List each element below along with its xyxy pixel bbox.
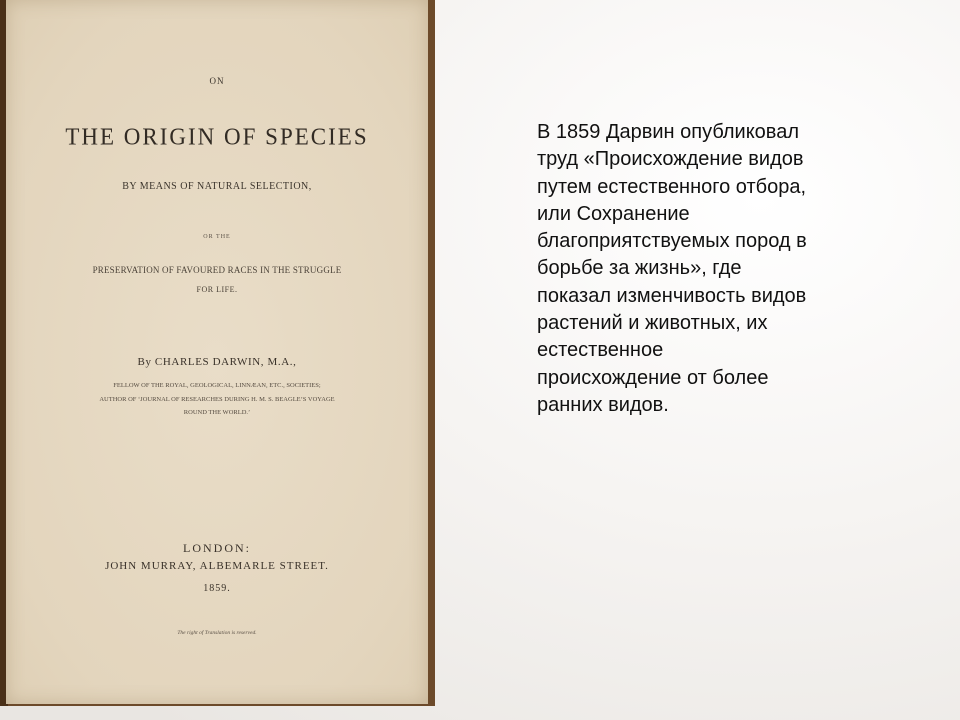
description-line: естественное [537,339,664,362]
description-line: происхождение от более [537,366,769,389]
description-line: труд «Происхождение видов [537,148,804,171]
title-page-fellow-line: FELLOW OF THE ROYAL, GEOLOGICAL, LINNÆAN, ETC., SOCIETIES; [113,382,321,389]
title-page-city: LONDON: [183,541,251,555]
book-photo [0,0,435,706]
title-page-subtitle: BY MEANS OF NATURAL SELECTION, [122,181,312,192]
title-page-title: THE ORIGIN OF SPECIES [65,123,369,150]
title-page-on: ON [209,76,225,86]
title-page-author-of-line: AUTHOR OF ‘JOURNAL OF RESEARCHES DURING H. M. S. BEAGLE’S VOYAGE [99,396,335,403]
title-page-publisher: JOHN MURRAY, ALBEMARLE STREET. [105,560,329,572]
description-line: показал изменчивость видов [537,284,807,307]
description-text [537,119,927,419]
description-line: или Сохранение [537,202,690,225]
title-page-author: By CHARLES DARWIN, M.A., [137,356,297,368]
description-line: ранних видов. [537,393,669,416]
title-page-rights-note: The right of Translation is reserved. [177,630,257,636]
title-page-preservation-line2: FOR LIFE. [196,285,238,294]
description-line: благоприятствуемых пород в [537,230,807,253]
title-page-year: 1859. [203,583,231,594]
description-line: В 1859 Дарвин опубликовал [537,121,800,143]
description-line: растений и животных, их [537,312,768,335]
title-page [6,0,428,704]
title-page-round-world-line: ROUND THE WORLD.’ [183,409,251,416]
title-page-preservation-line1: PRESERVATION OF FAVOURED RACES IN THE STRUGGLE [92,265,342,275]
title-page-or-the: OR THE [203,234,231,240]
description-line: путем естественного отбора, [537,175,807,198]
description-line: борьбе за жизнь», где [537,257,742,280]
